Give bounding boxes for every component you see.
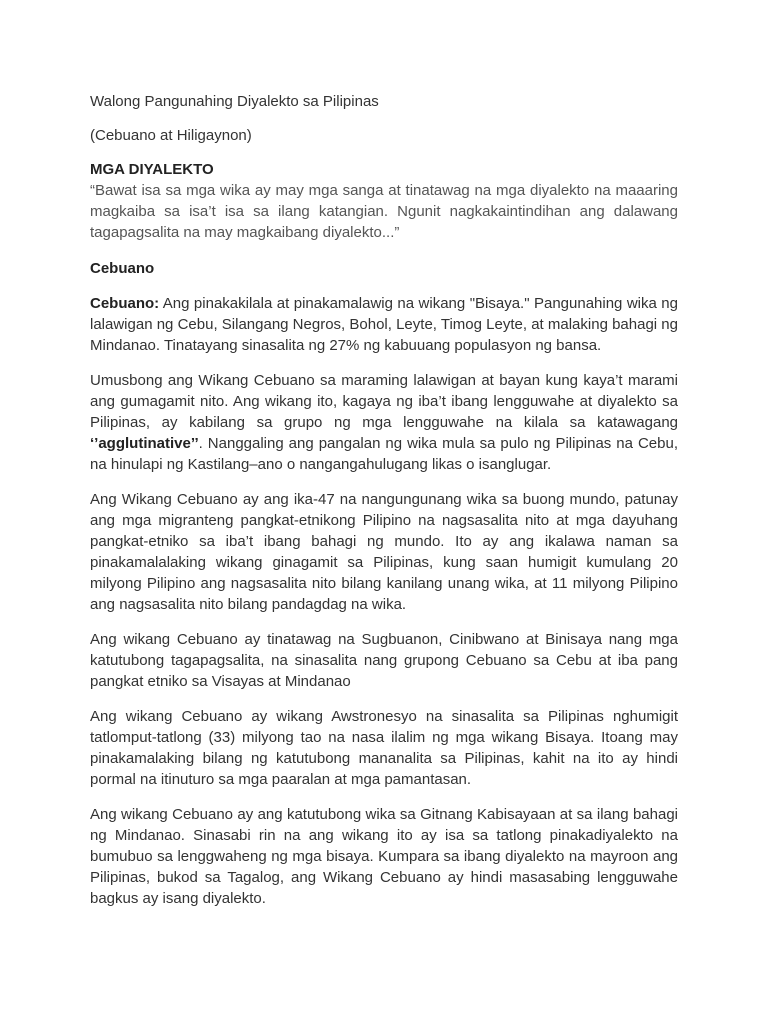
paragraph-origin: [90, 370, 678, 475]
section-heading: MGA DIYALEKTO: [90, 161, 214, 178]
cebuano-heading: Cebuano: [90, 260, 155, 277]
paragraph-native-language: Ang wikang Cebuano ay ang katutubong wika sa Gitnang Kabisayaan at sa ilang bahagi ng Mindanao. Sinasabi rin na ang wikang ito ay isa sa tatlong pinakadiyalekto na bumubuo sa lenggwaheng ng mga bisaya. Kumpara sa ibang diyalekto na mayroon ang Pilipinas, bukod sa Tagalog, ang Wikang Cebuano ay hindi masasabing lengguwahe bagkus ay isang diyalekto.: [90, 806, 678, 907]
cebuano-lead-term: Cebuano:: [90, 295, 160, 312]
document-title: Walong Pangunahing Diyalekto sa Pilipinas: [90, 93, 379, 110]
paragraph-text: Umusbong ang Wikang Cebuano sa maraming lalawigan at bayan kung kaya’t marami ang gumagamit nito. Ang wikang ito, kagaya ng iba’t ibang lengguwahe at diyalekto sa Pilipinas, ay kabilang sa grupo ng mga lengguwahe na kilala sa katawagang: [90, 372, 678, 431]
paragraph-text: Ang pinakakilala at pinakamalawig na wikang "Bisaya." Pangunahing wika ng lalawigan ng Cebu, Silangang Negros, Bohol, Leyte, Timog Leyte, at malaking bahagi ng Mindanao. Tinatayang sinasalita ng 27% ng kabuuang populasyon ng bansa.: [90, 295, 678, 354]
paragraph-names: Ang wikang Cebuano ay tinatawag na Sugbuanon, Cinibwano at Binisaya nang mga katutubong tagapagsalita, na sinasalita nang grupong Cebuano sa Cebu at iba pang pangkat etniko sa Visayas at Mindanao: [90, 631, 678, 690]
paragraph-ranking: Ang Wikang Cebuano ay ang ika-47 na nangungunang wika sa buong mundo, patunay ang mga migranteng pangkat-etnikong Pilipino na nagsasalita nito at mga dayuhang pangkat-etniko sa iba’t ibang bahagi ng mundo. Ito ay ang ikalawa naman sa pinakamalalaking wikang ginagamit sa Pilipinas, kung saan humigit kumulang 20 milyong Pilipino ang nagsasalita nito bilang kanilang unang wika, at 11 milyong Pilipino ang nagsasalita nito bilang pandagdag na wika.: [90, 491, 678, 613]
dialect-quote: “Bawat isa sa mga wika ay may mga sanga at tinatawag na mga diyalekto na maaaring magkaiba sa isa’t isa sa ilang katangian. Ngunit nagkakaintindihan ang dalawang tagapagsalita na may magkaibang diyalekto...”: [90, 182, 678, 241]
agglutinative-term: ‘’agglutinative’’: [90, 435, 199, 452]
paragraph-text: . Nanggaling ang pangalan ng wika mula sa pulo ng Pilipinas na Cebu, na hinulapi ng Kastilang–ano o nangangahulugang likas o isanglugar.: [90, 435, 678, 473]
document-subtitle: (Cebuano at Hiligaynon): [90, 127, 252, 144]
paragraph-austronesian: Ang wikang Cebuano ay wikang Awstronesyo na sinasalita sa Pilipinas nghumigit tatlomput-tatlong (33) milyong tao na nasa ilalim ng mga wikang Bisaya. Itoang may pinakamalaking bilang ng katutubong mananalita sa Pilipinas, kahit na ito ay hindi pormal na itinuturo sa mga paaralan at mga pamantasan.: [90, 708, 678, 788]
paragraph-cebuano-definition: [90, 293, 678, 356]
